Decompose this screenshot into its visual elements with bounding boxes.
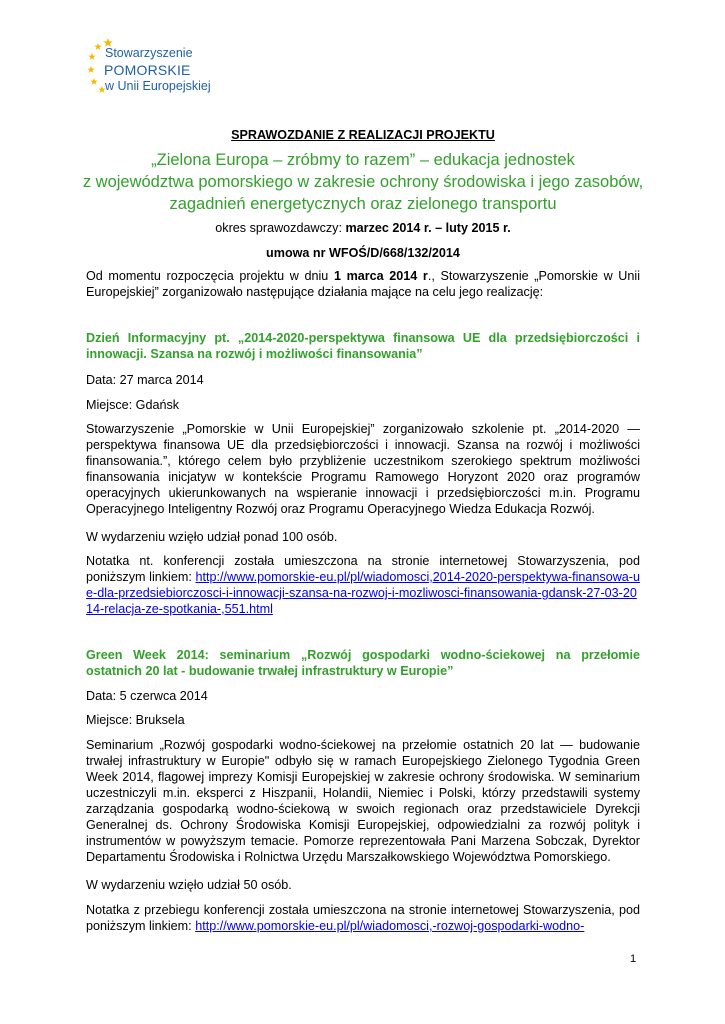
report-title: SPRAWOZDANIE Z REALIZACJI PROJEKTU <box>231 128 495 142</box>
project-title-line-1: „Zielona Europa – zróbmy to razem” – edukacja jednostek <box>151 151 575 169</box>
event2-link[interactable]: http://www.pomorskie-eu.pl/pl/wiadomosci,-rozwoj-gospodarki-wodno- <box>195 919 585 933</box>
event1-note <box>86 553 640 617</box>
period-label: okres sprawozdawczy: <box>215 221 346 235</box>
intro-part-1: Od momentu rozpoczęcia projektu w dniu <box>86 269 334 283</box>
event1-date: Data: 27 marca 2014 <box>86 373 204 387</box>
logo-line-3: w Unii Europejskiej <box>105 79 211 93</box>
event1-link[interactable]: http://www.pomorskie-eu.pl/pl/wiadomosci,2014-2020-perspektywa-finansowa-ue-dla-przedsiebiorczosci-i-innowacji-szansa-na-rozwoj-i-mozliwosci-finansowania-gdansk-27-03-2014-relacja-ze-spotkania-,551.html <box>86 570 640 616</box>
period-value: marzec 2014 r. – luty 2015 r. <box>345 221 511 235</box>
intro-part-2: ., Stowarzyszenie „Pomorskie w Unii Europejskiej” zorganizowało następujące działania mające na celu jego realizację: <box>86 269 640 299</box>
intro-date: 1 marca 2014 r <box>333 269 428 283</box>
reporting-period <box>86 220 640 236</box>
project-title <box>60 149 666 215</box>
page-number: 1 <box>630 953 637 965</box>
project-title-line-3: zagadnień energetycznych oraz zielonego transportu <box>169 195 557 213</box>
event2-date: Data: 5 czerwca 2014 <box>86 689 208 703</box>
logo-line-2: POMORSKIE <box>104 62 191 78</box>
event2-participants: W wydarzeniu wzięło udział 50 osób. <box>86 878 292 892</box>
event2-note <box>86 902 640 934</box>
event1-place: Miejsce: Gdańsk <box>86 398 180 412</box>
event2-note-text: Notatka z przebiegu konferencji została umieszczona na stronie internetowej Stowarzyszenia, pod poniższym linkiem: <box>86 903 640 933</box>
logo-line-1: Stowarzyszenie <box>105 46 193 60</box>
event2-place: Miejsce: Bruksela <box>86 713 185 727</box>
event1-title: Dzień Informacyjny pt. „2014-2020-perspektywa finansowa UE dla przedsiębiorczości i innowacji. Szansa na rozwój i możliwości finansowania” <box>86 331 640 361</box>
event1-description: Stowarzyszenie „Pomorskie w Unii Europejskiej” zorganizowało szkolenie pt. „2014-2020 — perspektywa finansowa UE dla przedsiębiorczości i innowacji. Szansa na rozwój i możliwości finansowania.”, którego celem było przybliżenie uczestnikom szerokiego spektrum możliwości finansowania inicjatyw w kontekście Programu Ramowego Horyzont 2020 oraz programów operacyjnych ukierunkowanych na wspieranie innowacji i przedsiębiorczości m.in. Programu Operacyjnego Inteligentny Rozwój oraz Programu Operacyjnego Wiedza Edukacja Rozwój. <box>86 422 640 516</box>
event1-note-text: Notatka nt. konferencji została umieszczona na stronie internetowej Stowarzyszenia, pod poniższym linkiem: <box>86 554 640 584</box>
event2-description: Seminarium „Rozwój gospodarki wodno-ściekowej na przełomie ostatnich 20 lat — budowanie trwałej infrastruktury w Europie" odbyło się w ramach Europejskiego Zielonego Tygodnia Green Week 2014, flagowej imprezy Komisji Europejskiej w zakresie ochrony środowiska. W seminarium uczestniczyli m.in. eksperci z Hiszpanii, Holandii, Niemiec i Polski, którzy przedstawili systemy zarządzania gospodarką wodno-ściekową w swoich regionach oraz przedstawiciele Dyrekcji Generalnej ds. Ochrony Środowiska Komisji Europejskiej, odpowiedzialni za rozwój polityk i instrumentów w powyższym temacie. Pomorze reprezentowała Pani Marzena Sobczak, Dyrektor Departamentu Środowiska i Rolnictwa Urzędu Marszałkowskiego Województwa Pomorskiego. <box>86 738 640 864</box>
event1-participants: W wydarzeniu wzięło udział ponad 100 osób. <box>86 530 338 544</box>
project-title-line-2: z województwa pomorskiego w zakresie ochrony środowiska i jego zasobów, <box>82 173 644 191</box>
intro-paragraph <box>86 268 640 300</box>
event2-title: Green Week 2014: seminarium „Rozwój gospodarki wodno-ściekowej na przełomie ostatnich 20 lat - budowanie trwałej infrastruktury w Europie” <box>86 648 640 678</box>
organization-logo <box>88 36 213 96</box>
contract-number: umowa nr WFOŚ/D/668/132/2014 <box>266 246 460 260</box>
